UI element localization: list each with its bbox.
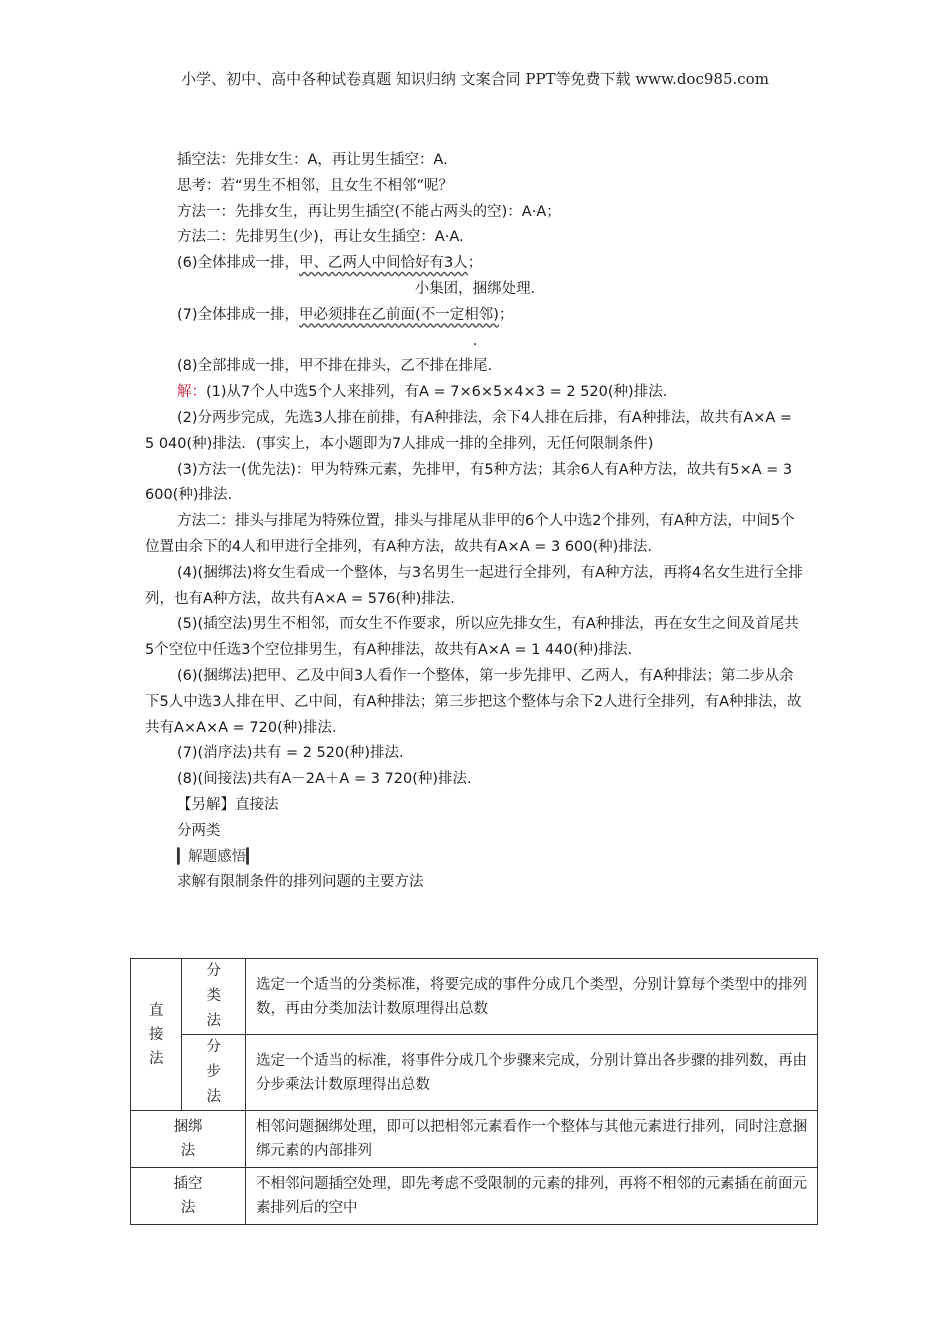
step-method-cell [182,1035,246,1111]
insert-label: 法 [180,1200,196,1216]
question-6 [145,251,805,277]
line-think: 思考：若“男生不相邻，且女生不相邻”呢？ [177,177,454,194]
table-row [131,959,818,1035]
classify-char: 类 [206,988,221,1004]
bundle-description: 相邻问题捆绑处理，即可以把相邻元素看作一个整体与其他元素进行排列，同时注意捆绑元素的内部排列 [246,1111,818,1168]
step-char: 分 [206,1039,221,1055]
insert-label: 插空 [173,1176,203,1192]
solution-7: (7)(消序法)共有 = 2 520(种)排法. [177,745,404,762]
classify-method-cell [182,959,246,1035]
direct-char: 直 [148,1002,164,1019]
question-7-suffix: ； [498,306,514,323]
classify-char: 分 [206,963,221,979]
table-row [131,1111,818,1168]
alternative-two-cases: 分两类 [177,822,221,839]
alternative-solution: 【另解】直接法 [177,796,279,813]
step-char: 步 [206,1064,221,1080]
question-6-hint: 小集团，捆绑处理. [414,280,536,297]
line-method-one: 方法一：先排女生，再让男生插空(不能占两头的空)：A·A； [177,203,561,220]
classify-char: 法 [206,1013,221,1029]
question-7-hint: . [472,332,478,349]
solution-4: (4)(捆绑法)将女生看成一个整体，与3名男生一起进行全排列，有A种方法，再将4名女生进行全排列，也有A种方法，故共有A×A = 576(种)排法. [145,564,803,607]
question-8: (8)全部排成一排，甲不排在排头，乙不排在排尾. [177,358,493,375]
insight-heading: ▎解题感悟▎ [177,848,258,865]
bundle-method-cell [131,1111,246,1168]
question-6-suffix: ； [467,255,483,272]
table-row [131,1035,818,1111]
question-7-marked: 甲必须排在乙前面(不一定相邻) [299,306,499,323]
direct-char: 法 [148,1050,164,1067]
step-char: 法 [206,1089,221,1105]
page-header: 小学、初中、高中各种试卷真题 知识归纳 文案合同 PPT等免费下载 www.doc985.com [181,70,769,88]
bundle-label: 法 [180,1143,196,1159]
question-6-marked: 甲、乙两人中间恰好有3人 [299,255,468,272]
insert-method-cell [131,1168,246,1225]
solution-3-method-two: 方法二：排头与排尾为特殊位置，排头与排尾从非甲的6个人中选2个排列，有A种方法，中间5个位置由余下的4人和甲进行全排列，有A种方法，故共有A×A = 3 600(种)排法. [145,513,795,555]
step-description: 选定一个适当的标准，将事件分成几个步骤来完成，分别计算出各步骤的排列数，再由分步乘法计数原理得出总数 [246,1035,818,1111]
solution-1-text: (1)从7个人中选5个人来排列，有A = 7×6×5×4×3 = 2 520(种)排法. [206,384,668,401]
question-7 [145,303,805,329]
bundle-label: 捆绑 [173,1119,203,1135]
solution-1 [145,380,805,406]
insert-description: 不相邻问题插空处理，即先考虑不受限制的元素的排列，再将不相邻的元素插在前面元素排列后的空中 [246,1168,818,1225]
solution-2: (2)分两步完成，先选3人排在前排，有A种排法，余下4人排在后排，有A种排法，故共有A×A = 5 040(种)排法．(事实上，本小题即为7人排成一排的全排列，无任何限制条件) [145,409,793,452]
direct-method-cell [131,959,182,1111]
line-method-two: 方法二：先排男生(少)，再让女生插空：A·A. [177,229,464,246]
solution-label: 解： [177,384,206,401]
classify-description: 选定一个适当的分类标准，将要完成的事件分成几个类型，分别计算每个类型中的排列数，再由分类加法计数原理得出总数 [246,959,818,1035]
methods-table [130,958,818,1225]
question-6-prefix: (6)全体排成一排， [177,255,300,272]
solution-3: (3)方法一(优先法)：甲为特殊元素，先排甲，有5种方法；其余6人有A种方法，故共有5×A = 3 600(种)排法. [145,461,793,504]
table-row [131,1168,818,1225]
solution-8: (8)(间接法)共有A－2A＋A = 3 720(种)排法. [177,771,472,788]
solution-5: (5)(插空法)男生不相邻，而女生不作要求，所以应先排女生，有A种排法，再在女生之间及首尾共5个空位中任选3个空位排男生，有A种排法，故共有A×A = 1 440(种)排法. [145,616,799,659]
solution-6: (6)(捆绑法)把甲、乙及中间3人看作一个整体，第一步先排甲、乙两人，有A种排法；第二步从余下5人中选3人排在甲、乙中间，有A种排法；第三步把这个整体与余下2人进行全排列，有A种排法，故共有A×A×A = 720(种)排法. [145,667,802,736]
solution-body [145,148,805,896]
line-insert-method: 插空法：先排女生：A，再让男生插空：A. [177,152,448,168]
direct-char: 接 [148,1026,164,1043]
question-7-prefix: (7)全体排成一排， [177,306,300,323]
insight-title: 求解有限制条件的排列问题的主要方法 [177,874,424,891]
